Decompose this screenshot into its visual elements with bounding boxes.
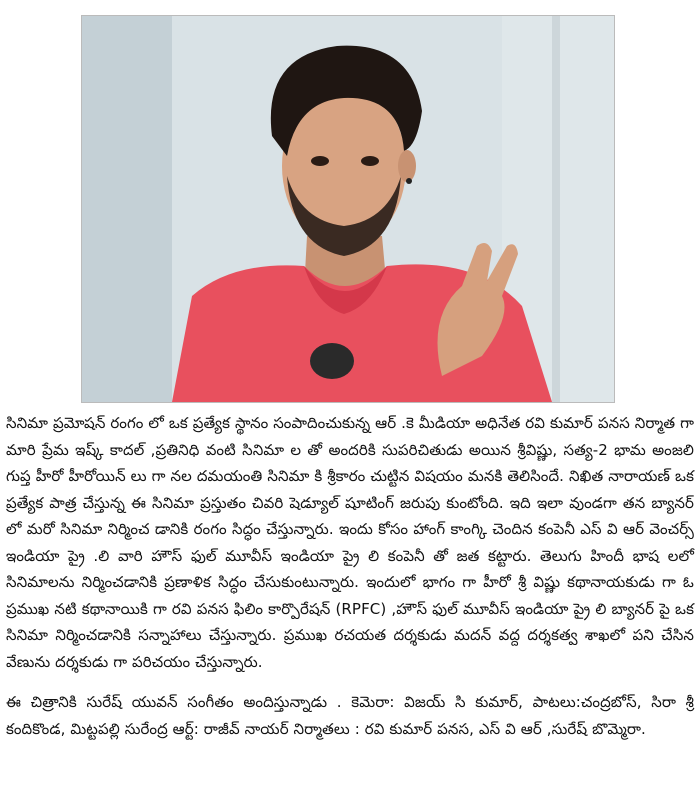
article-body — [6, 410, 694, 742]
article-paragraph: సినిమా ప్రమోషన్ రంగం లో ఒక ప్రత్యేక స్థానం సంపాదించుకున్న ఆర్ .కె మీడియా అధినేత రవి కుమార్ పనస నిర్మాత గా మారి ప్రేమ ఇష్క్ కాదల్ ,ప్రతినిధి వంటి సినిమా ల తో అందరికి సుపరిచితుడు అయిన శ్రీవిష్ణు, సత్య-2 భామ అంజలి గుప్త హీరో హీరోయిన్ లు గా నల దమయంతి సినిమా కి శ్రీకారం చుట్టిన విషయం మనకి తెలిసిందే. నిఖిత నారాయణ్ ఒక ప్రత్యేక పాత్ర చేస్తున్న ఈ సినిమా ప్రస్తుతం చివరి షెడ్యూల్ షూటింగ్ జరుపు కుంటోంది. ఇది ఇలా వుండగా తన బ్యానర్ లో మరో సినిమా నిర్మించ డానికి రంగం సిద్ధం చేస్తున్నారు. ఇందు కోసం హాంగ్ కాంగ్కి చెందిన కంపెనీ ఎస్ వి ఆర్ వెంచర్స్ ఇండియా ప్రై .లి వారి హౌస్ ఫుల్ మూవీస్ ఇండియా ప్రై లి కంపెనీ తో జత కట్టారు. తెలుగు హిందీ భాష లలో సినిమాలను నిర్మించడానికి ప్రణాళిక సిద్ధం చేసుకుంటున్నారు. ఇందులో భాగం గా హీరో శ్రీ విష్ణు కథానాయకుడు గా ఓ ప్రముఖ నటి కథానాయికి గా రవి పనస ఫిలిం కార్పొరేషన్ (RPFC) ,హౌస్ ఫుల్ మూవీస్ ఇండియా ప్రై లి బ్యానర్ పై ఒక సినిమా నిర్మించడానికి సన్నాహాలు చేస్తున్నారు. ప్రముఖ రచయత దర్శకుడు మదన్ వద్ద దర్శకత్వ శాఖలో పని చేసిన వేణును దర్శకుడు గా పరిచయం చేస్తున్నారు. — [6, 414, 694, 671]
actor-portrait-illustration — [82, 16, 614, 402]
hero-photo — [81, 15, 615, 403]
credits-paragraph: ఈ చిత్రానికి సురేష్ యువన్ సంగీతం అందిస్తున్నాడు . కెమెరా: విజయ్ సి కుమార్, పాటలు:చంద్రబోస్, సిరా శ్రీ కందికొండ, మిట్టపల్లి సురేంద్ర ఆర్ట్: రాజీవ్ నాయర్ నిర్మాతలు : రవి కుమార్ పనస, ఎస్ వి ఆర్ ,సురేష్ బొమ్మెరా. — [6, 693, 694, 738]
